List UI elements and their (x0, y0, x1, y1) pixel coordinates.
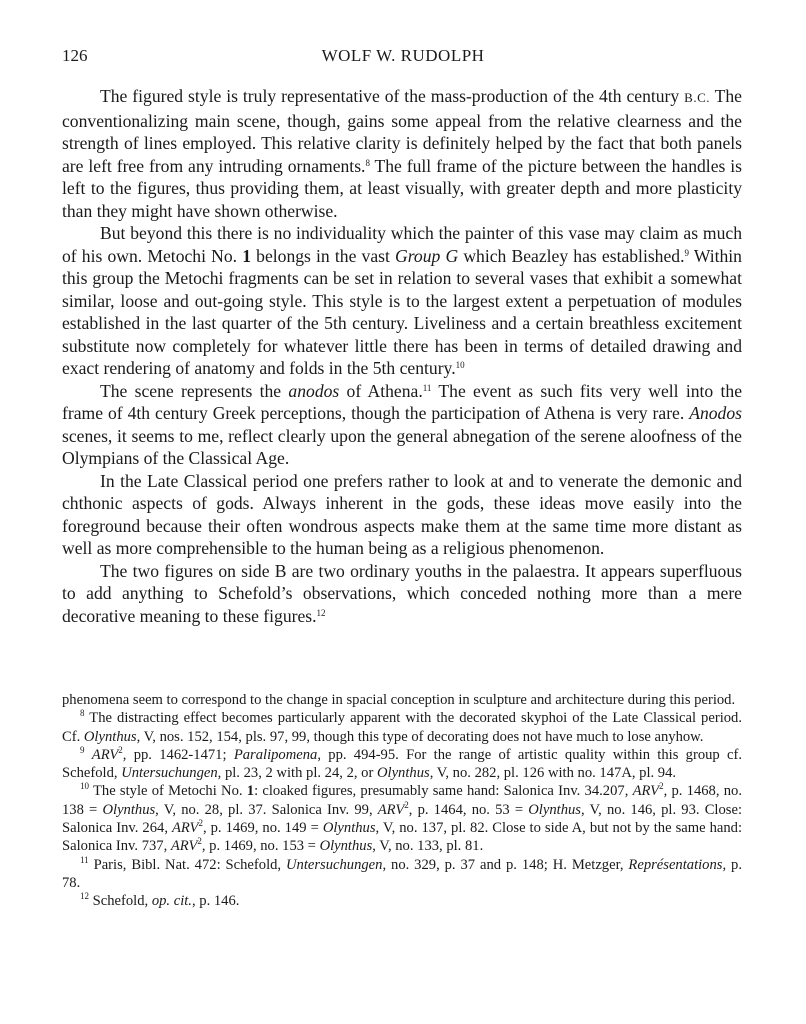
footnote-ref-8: 8 (365, 157, 370, 168)
footnote-9: $^9$ ARV$^2$, pp. 1462-1471; Paralipomena, pp. 494-95. For the range of artistic quality within this group cf. Schefold, Untersuchungen, pl. 23, 2 with pl. 24, 2, or Olynthus, V, no. 282, pl. 126 with no. 147A, pl. 94. (62, 744, 742, 782)
footnote-ref-9: 9 (684, 247, 689, 258)
page-number: 126 (62, 46, 88, 65)
body-text (62, 85, 742, 627)
footnote-10: $^{10}$ The style of Metochi No. 1: cloaked figures, presumably same hand: Salonica Inv. 34.207, ARV$^2$, p. 1468, no. 138 = Olynthus, V, no. 28, pl. 37. Salonica Inv. 99, ARV$^2$, p. 1464, no. 53 = Olynthus, V, no. 146, pl. 93. Close: Salonica Inv. 264, ARV$^2$, p. 1469, no. 149 = Olynthus, V, no. 137, pl. 82. Close to side A, but not by the same hand: Salonica Inv. 737, ARV$^2$, p. 1469, no. 153 = Olynthus, V, no. 133, pl. 81. (62, 781, 743, 855)
footnote-11: $^{11}$ Paris, Bibl. Nat. 472: Schefold, Untersuchungen, no. 329, p. 37 and p. 148; H. Metzger, Représentations, p. 78. (62, 854, 742, 891)
paragraph-1: The figured style is truly representative of the mass-production of the 4th century B.C. The conventionalizing main scene, though, gains some appeal from the relative clearness and the strength of lines employed. This relative clarity is definitely helped by the fact that both panels are left free from any intruding ornaments.$^8$ The full frame of the picture between the handles is left to the figures, thus providing them, at least visually, with greater depth and more plasticity than they might have shown otherwise. (62, 86, 742, 221)
page-header (62, 46, 744, 68)
footnote-ref-11: 11 (422, 382, 432, 393)
footnote-12: $^{12}$ Schefold, op. cit., p. 146. (80, 891, 240, 910)
running-head: WOLF W. RUDOLPH (321, 46, 485, 65)
paragraph-3: The scene represents the anodos of Athena.$^{11}$ The event as such fits very well into the frame of 4th century Greek perceptions, though the participation of Athena is very rare. Anodos scenes, it seems to me, reflect clearly upon the general abnegation of the serene aloofness of the Olympians of the Classical Age. (62, 380, 742, 468)
footnote-ref-12: 12 (316, 607, 326, 618)
footnote-8: $^8$ The distracting effect becomes particularly apparent with the decorated skyphoi of the Late Classical period. Cf. Olynthus, V, nos. 152, 154, pls. 97, 99, though this type of decorating does not have much to lose anyhow. (62, 708, 742, 745)
footnote-ref-10: 10 (455, 360, 465, 370)
footnotes (62, 691, 742, 911)
paragraph-5: The two figures on side B are two ordinary youths in the palaestra. It appears superfluous to add anything to Schefold’s observations, which conceded nothing more than a mere decorative meaning to these figures.$^{12}$ (62, 560, 742, 626)
paragraph-2: But beyond this there is no individuality which the painter of this vase may claim as much of his own. Metochi No. 1 belongs in the vast Group G which Beazley has established.$^9$ Within this group the Metochi fragments can be set in relation to several vases that exhibit a somewhat similar, loose and out-going style. This style is to the largest extent a perpetuation of modules established in the last quarter of the 5th century. Liveliness and a certain breathless excitement substitute now completely for whatever little there has been in terms of detailed drawing and exact rendering of anatomy and folds in the 5th century.$^{10}$ (62, 223, 742, 378)
paragraph-4: In the Late Classical period one prefers rather to look at and to venerate the demonic and chthonic aspects of gods. Always inherent in the gods, these ideas move easily into the foreground because their often wondrous aspects make them at the same time more distant as well as more comprehensible to the human being as a religious phenomenon. (62, 470, 742, 558)
footnote-continuation: phenomena seem to correspond to the change in spacial conception in sculpture and architecture during this period. (62, 692, 736, 708)
